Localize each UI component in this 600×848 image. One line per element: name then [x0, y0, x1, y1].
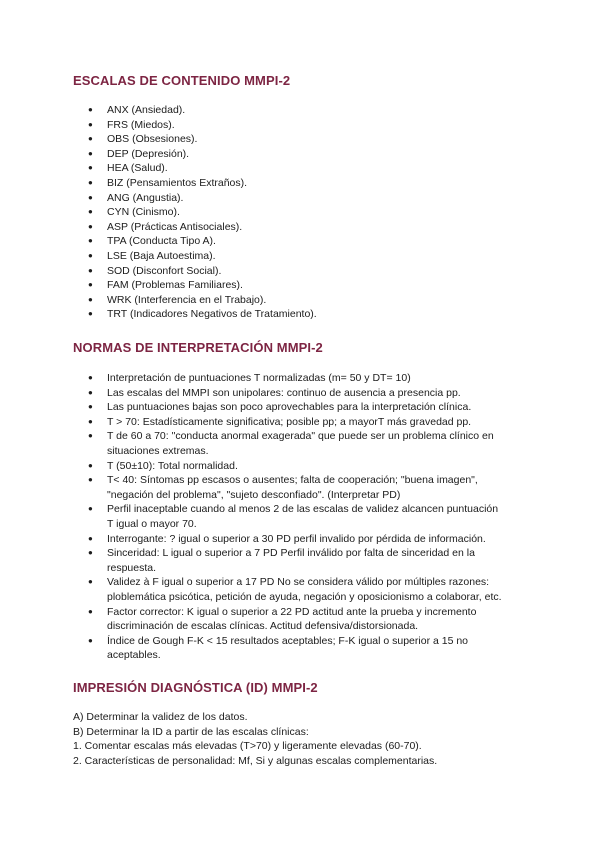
list-item: ● T de 60 a 70: "conducta anormal exagerada" que puede ser un problema clínico en situaciones extremas.	[0, 429, 507, 458]
text-line: 1. Comentar escalas más elevadas (T>70) y ligeramente elevadas (60-70).	[73, 740, 422, 753]
list-item: ● LSE (Baja Autoestima).	[0, 249, 507, 264]
heading-escalas-contenido: ESCALAS DE CONTENIDO MMPI-2	[73, 73, 291, 88]
list-item: ● T (50±10): Total normalidad.	[0, 459, 507, 474]
text-line: B) Determinar la ID a partir de las escalas clínicas:	[73, 725, 309, 738]
list-item: ● ANX (Ansiedad).	[0, 103, 507, 118]
list-item: ● ANG (Angustia).	[0, 191, 507, 206]
impresion-diagnostica-body	[73, 710, 437, 768]
list-item: ● Interpretación de puntuaciones T normalizadas (m= 50 y DT= 10)	[0, 371, 507, 386]
list-item: ● Las puntuaciones bajas son poco aprovechables para la interpretación clínica.	[0, 400, 507, 415]
list-item: ● FRS (Miedos).	[0, 118, 507, 133]
list-item: ● Sinceridad: L igual o superior a 7 PD Perfil inválido por falta de sinceridad en la respuesta.	[0, 546, 507, 575]
list-item: ● TPA (Conducta Tipo A).	[0, 234, 507, 249]
list-item: ● Validez à F igual o superior a 17 PD No se considera válido por múltiples razones: ploblemática psicótica, petición de ayuda, negación y oposicionismo a colaborar, etc.	[0, 575, 507, 604]
list-item: ● FAM (Problemas Familiares).	[0, 278, 507, 293]
heading-normas-interpretacion: NORMAS DE INTERPRETACIÓN MMPI-2	[73, 340, 323, 355]
list-item: ● HEA (Salud).	[0, 161, 507, 176]
list-item: ● CYN (Cinismo).	[0, 205, 507, 220]
list-item: ● ASP (Prácticas Antisociales).	[0, 220, 507, 235]
list-item: ● Factor corrector: K igual o superior a 22 PD actitud ante la prueba y incremento discriminación de escalas clínicas. Actitud defensiva/distorsionada.	[0, 605, 507, 634]
list-item: ● WRK (Interferencia en el Trabajo).	[0, 293, 507, 308]
heading-impresion-diagnostica: IMPRESIÓN DIAGNÓSTICA (ID) MMPI-2	[73, 680, 318, 695]
text-line: 2. Características de personalidad: Mf, Si y algunas escalas complementarias.	[73, 754, 438, 767]
list-item: ● SOD (Disconfort Social).	[0, 264, 507, 279]
list-item: ● Interrogante: ? igual o superior a 30 PD perfil invalido por pérdida de información.	[0, 532, 507, 547]
list-item: ● Perfil inaceptable cuando al menos 2 de las escalas de validez alcancen puntuación T igual o mayor 70.	[0, 502, 507, 531]
list-item: ● TRT (Indicadores Negativos de Tratamiento).	[0, 307, 507, 322]
list-item: ● Índice de Gough F-K < 15 resultados aceptables; F-K igual o superior a 15 no aceptables.	[0, 634, 507, 663]
list-normas-interpretacion	[0, 371, 507, 663]
list-item: ● T > 70: Estadísticamente significativa; posible pp; a mayorT más gravedad pp.	[0, 415, 507, 430]
list-item: ● Las escalas del MMPI son unipolares: continuo de ausencia a presencia pp.	[0, 386, 507, 401]
list-item: ● T< 40: Síntomas pp escasos o ausentes; falta de cooperación; "buena imagen", "negación del problema", "sujeto desconfiado". (Interpretar PD)	[0, 473, 507, 502]
list-escalas-contenido	[0, 103, 507, 322]
text-line: A) Determinar la validez de los datos.	[73, 711, 248, 723]
list-item: ● OBS (Obsesiones).	[0, 132, 507, 147]
list-item: ● BIZ (Pensamientos Extraños).	[0, 176, 507, 191]
list-item: ● DEP (Depresión).	[0, 147, 507, 162]
